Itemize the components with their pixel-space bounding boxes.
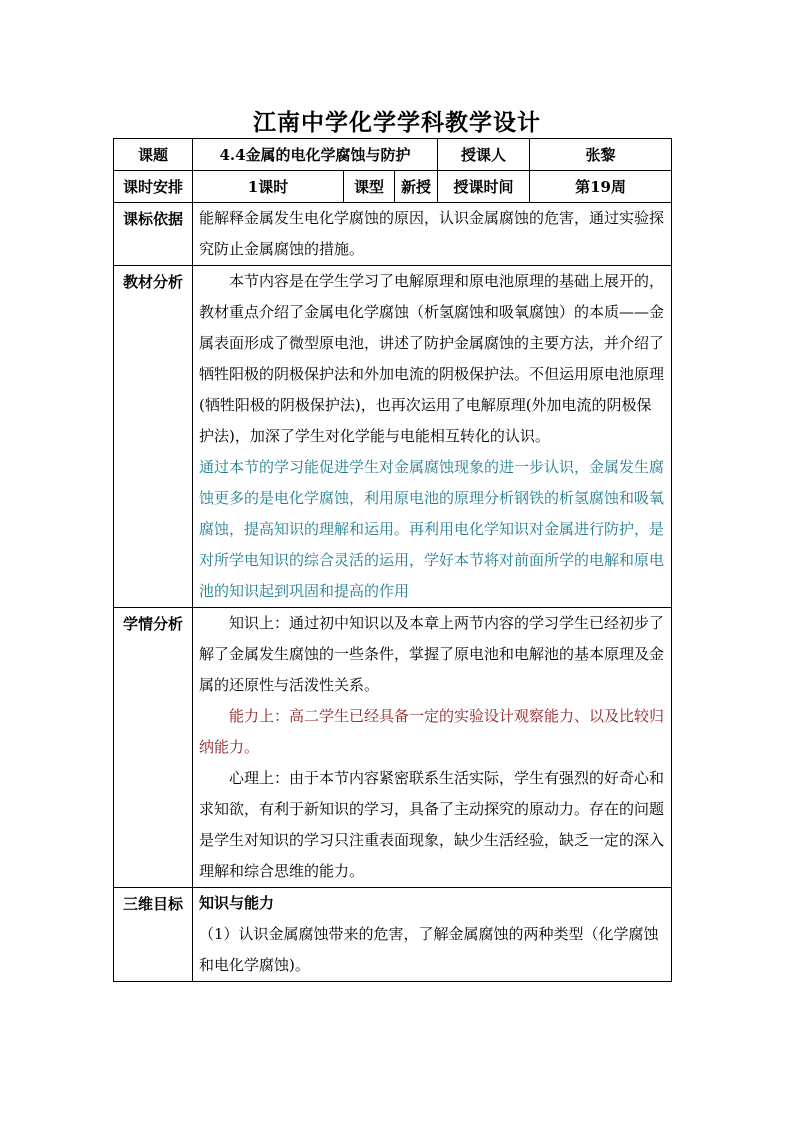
header-row-schedule xyxy=(114,171,672,203)
hours-label: 课时安排 xyxy=(114,171,193,203)
students-psychology: 心理上：由于本节内容紧密联系生活实际，学生有强烈的好奇心和求知欲，有利于新知识的学习，具备了主动探究的原动力。存在的问题是学生对知识的学习只注重表面现象，缺少生活经验，缺乏一定的深入理解和综合思维的能力。 xyxy=(199,769,665,880)
header-row-topic xyxy=(114,139,672,171)
students-ability: 能力上：高二学生已经具备一定的实验设计观察能力、以及比较归纳能力。 xyxy=(199,707,665,756)
material-cell xyxy=(193,266,672,608)
hours-value: 1课时 xyxy=(193,171,344,203)
material-paragraph-1: 本节内容是在学生学习了电解原理和原电池原理的基础上展开的，教材重点介绍了金属电化学腐蚀（析氢腐蚀和吸氧腐蚀）的本质——金属表面形成了微型原电池，讲述了防护金属腐蚀的主要方法，并介绍了牺牲阳极的阴极保护法和外加电流的阴极保护法。不但运用原电池原理(牺牲阳极的阴极保护法)，也再次运用了电解原理(外加电流的阴极保护法)，加深了学生对化学能与电能相互转化的认识。 xyxy=(199,272,665,445)
goals-cell xyxy=(193,888,672,982)
goals-label: 三维目标 xyxy=(114,888,193,982)
material-paragraph-2: 通过本节的学习能促进学生对金属腐蚀现象的进一步认识，金属发生腐蚀更多的是电化学腐蚀，利用原电池的原理分析钢铁的析氢腐蚀和吸氧腐蚀，提高知识的理解和运用。再利用电化学知识对金属进行防护，是对所学电知识的综合灵活的运用，学好本节将对前面所学的电解和原电池的知识起到巩固和提高的作用 xyxy=(199,458,665,600)
time-value: 第19周 xyxy=(530,171,672,203)
material-label: 教材分析 xyxy=(114,266,193,608)
topic-label: 课题 xyxy=(114,139,193,171)
goals-item-1: （1）认识金属腐蚀带来的危害，了解金属腐蚀的两种类型（化学腐蚀和电化学腐蚀)。 xyxy=(199,925,659,974)
students-row xyxy=(114,608,672,888)
standard-cell xyxy=(193,203,672,266)
standard-row xyxy=(114,203,672,266)
goals-row xyxy=(114,888,672,982)
topic-value: 4.4金属的电化学腐蚀与防护 xyxy=(193,139,438,171)
type-value: 新授 xyxy=(395,171,438,203)
standard-text: 能解释金属发生电化学腐蚀的原因，认识金属腐蚀的危害，通过实验探究防止金属腐蚀的措施。 xyxy=(199,209,665,258)
teacher-value: 张黎 xyxy=(530,139,672,171)
page-title: 江南中学化学学科教学设计 xyxy=(253,109,541,136)
teacher-label: 授课人 xyxy=(438,139,530,171)
time-label: 授课时间 xyxy=(438,171,530,203)
students-cell xyxy=(193,608,672,888)
students-label: 学情分析 xyxy=(114,608,193,888)
type-label: 课型 xyxy=(344,171,395,203)
goals-subtitle: 知识与能力 xyxy=(199,894,275,912)
lesson-design-table xyxy=(113,138,672,982)
material-row xyxy=(114,266,672,608)
students-knowledge: 知识上：通过初中知识以及本章上两节内容的学习学生已经初步了解了金属发生腐蚀的一些条件，掌握了原电池和电解池的基本原理及金属的还原性与活泼性关系。 xyxy=(199,614,665,694)
standard-label: 课标依据 xyxy=(114,203,193,266)
